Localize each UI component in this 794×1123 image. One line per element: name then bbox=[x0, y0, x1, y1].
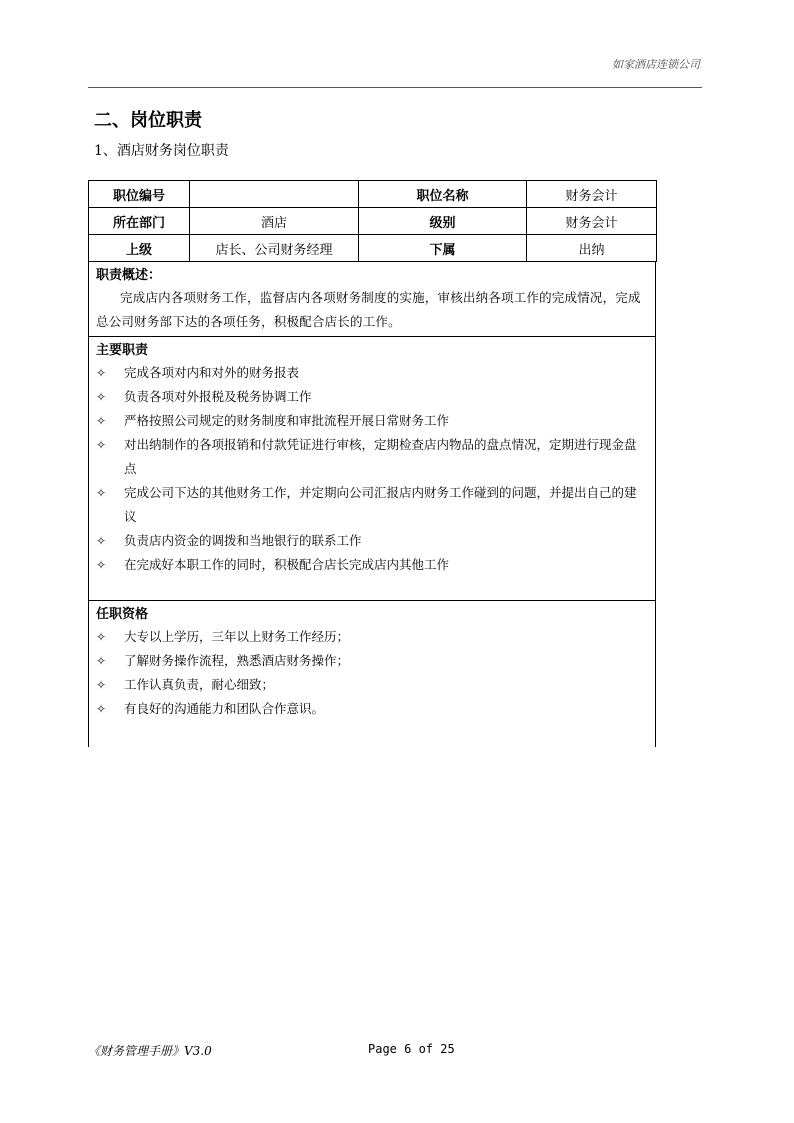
footer-manual-title: 《财务管理手册》V3.0 bbox=[88, 1044, 212, 1058]
diamond-bullet-icon: ✧ bbox=[96, 366, 107, 380]
level-label: 级别 bbox=[359, 208, 527, 235]
section-title: 二、岗位职责 bbox=[94, 110, 202, 131]
list-item: ✧ 有良好的沟通能力和团队合作意识。 bbox=[96, 697, 648, 721]
qualifications-list bbox=[96, 625, 648, 721]
level-value: 财务会计 bbox=[527, 208, 657, 235]
table-row bbox=[89, 235, 657, 262]
list-item: ✧ 工作认真负责，耐心细致； bbox=[96, 673, 648, 697]
table-row bbox=[89, 208, 657, 235]
duties-title: 主要职责 bbox=[96, 343, 149, 358]
diamond-bullet-icon: ✧ bbox=[96, 414, 107, 428]
diamond-bullet-icon: ✧ bbox=[96, 630, 107, 644]
list-item: ✧ 完成公司下达的其他财务工作，并定期向公司汇报店内财务工作碰到的问题，并提出自己的建议 bbox=[96, 481, 648, 529]
header-divider bbox=[88, 87, 702, 88]
position-name-value: 财务会计 bbox=[527, 181, 657, 208]
footer-page-number: Page 6 of 25 bbox=[368, 1042, 455, 1056]
position-number-label: 职位编号 bbox=[89, 181, 190, 208]
header-company-name: 如家酒店连锁公司 bbox=[612, 58, 700, 71]
diamond-bullet-icon: ✧ bbox=[96, 534, 107, 548]
list-item: ✧ 了解财务操作流程，熟悉酒店财务操作； bbox=[96, 649, 648, 673]
department-label: 所在部门 bbox=[89, 208, 190, 235]
subsection-title: 1、酒店财务岗位职责 bbox=[94, 143, 229, 159]
subordinate-value: 出纳 bbox=[527, 235, 657, 262]
diamond-bullet-icon: ✧ bbox=[96, 486, 107, 500]
qualifications-title: 任职资格 bbox=[96, 607, 149, 622]
qualifications-section bbox=[88, 601, 656, 747]
list-item: ✧ 对出纳制作的各项报销和付款凭证进行审核，定期检查店内物品的盘点情况，定期进行现金盘点 bbox=[96, 433, 648, 481]
list-item: ✧ 负责各项对外报税及税务协调工作 bbox=[96, 385, 648, 409]
diamond-bullet-icon: ✧ bbox=[96, 654, 107, 668]
duties-list bbox=[96, 361, 648, 577]
diamond-bullet-icon: ✧ bbox=[96, 438, 107, 452]
diamond-bullet-icon: ✧ bbox=[96, 702, 107, 716]
diamond-bullet-icon: ✧ bbox=[96, 678, 107, 692]
summary-title: 职责概述： bbox=[96, 268, 162, 283]
job-description-table bbox=[88, 180, 656, 747]
list-item: ✧ 在完成好本职工作的同时，积极配合店长完成店内其他工作 bbox=[96, 553, 648, 577]
supervisor-label: 上级 bbox=[89, 235, 190, 262]
summary-section bbox=[88, 262, 656, 337]
subordinate-label: 下属 bbox=[359, 235, 527, 262]
position-info-table bbox=[88, 180, 657, 262]
diamond-bullet-icon: ✧ bbox=[96, 558, 107, 572]
list-item: ✧ 严格按照公司规定的财务制度和审批流程开展日常财务工作 bbox=[96, 409, 648, 433]
diamond-bullet-icon: ✧ bbox=[96, 390, 107, 404]
supervisor-value: 店长、公司财务经理 bbox=[190, 235, 359, 262]
list-item: ✧ 完成各项对内和对外的财务报表 bbox=[96, 361, 648, 385]
department-value: 酒店 bbox=[190, 208, 359, 235]
summary-text: 完成店内各项财务工作，监督店内各项财务制度的实施，审核出纳各项工作的完成情况，完成总公司财务部下达的各项任务，积极配合店长的工作。 bbox=[96, 290, 641, 329]
position-number-value bbox=[190, 181, 359, 208]
duties-section bbox=[88, 337, 656, 601]
list-item: ✧ 负责店内资金的调拨和当地银行的联系工作 bbox=[96, 529, 648, 553]
table-row bbox=[89, 181, 657, 208]
position-name-label: 职位名称 bbox=[359, 181, 527, 208]
list-item: ✧ 大专以上学历，三年以上财务工作经历； bbox=[96, 625, 648, 649]
